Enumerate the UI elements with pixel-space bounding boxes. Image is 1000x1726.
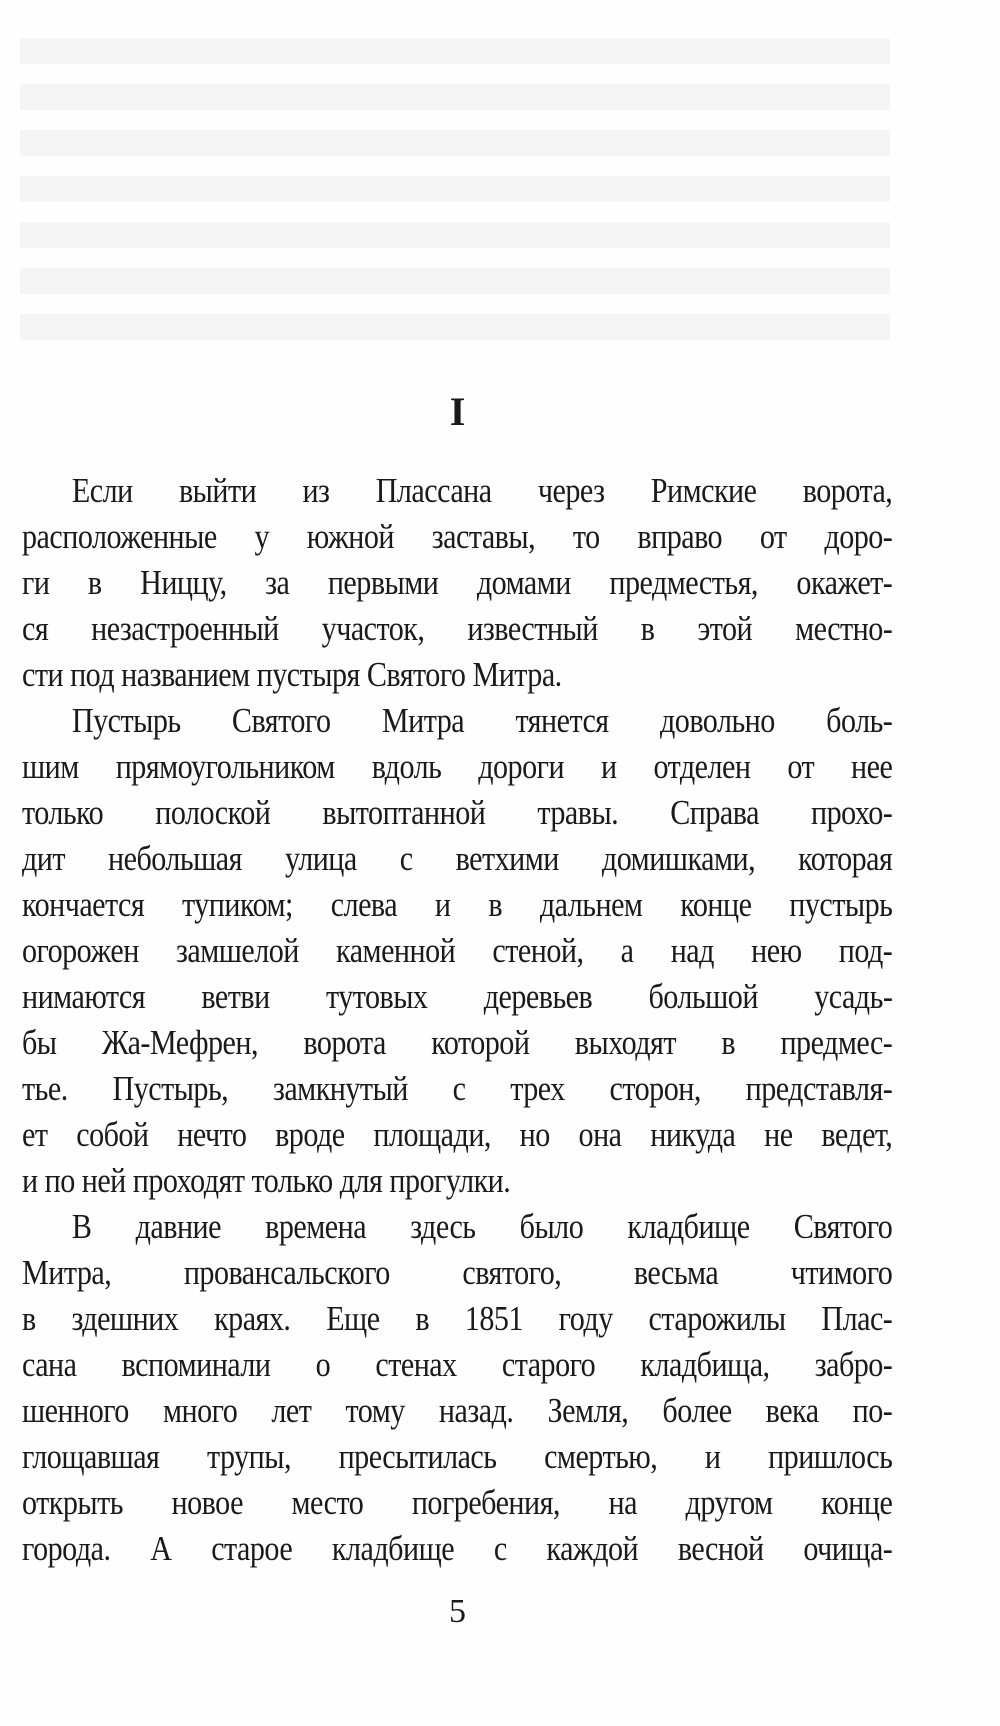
text-line: в здешних краях. Еще в 1851 году старожилы Плас- — [22, 1299, 893, 1338]
text-line: ся незастроенный участок, известный в этой местно- — [22, 609, 893, 648]
text-line: бы Жа-Мефрен, ворота которой выходят в предмес- — [22, 1023, 893, 1062]
text-line: и по ней проходят только для прогулки. — [22, 1161, 511, 1200]
page-number: 5 — [449, 1593, 466, 1630]
text-line: огорожен замшелой каменной стеной, а над нею под- — [22, 931, 893, 970]
text-line: Митра, провансальского святого, весьма чтимого — [22, 1253, 893, 1292]
text-line: ги в Ниццу, за первыми домами предместья, окажет- — [22, 563, 893, 602]
text-line: шим прямоугольником вдоль дороги и отделен от нее — [22, 747, 893, 786]
text-line: только полоской вытоптанной травы. Справа прохо- — [22, 793, 893, 832]
paragraph-2 — [22, 698, 892, 1204]
chapter-body — [22, 468, 892, 1572]
text-line: Если выйти из Плассана через Римские ворота, — [71, 471, 893, 510]
text-line: тье. Пустырь, замкнутый с трех сторон, представля- — [22, 1069, 893, 1108]
text-line: сти под названием пустыря Святого Митра. — [22, 655, 562, 694]
paragraph-3 — [22, 1204, 892, 1572]
text-line: города. А старое кладбище с каждой весной очища- — [22, 1529, 893, 1568]
text-line: В давние времена здесь было кладбище Святого — [71, 1207, 893, 1246]
text-line: ет собой нечто вроде площади, но она никуда не ведет, — [22, 1115, 893, 1154]
text-line: Пустырь Святого Митра тянется довольно боль- — [71, 701, 893, 740]
paragraph-1 — [22, 468, 892, 698]
text-line: расположенные у южной заставы, то вправо от доро- — [22, 517, 893, 556]
chapter-heading: I — [449, 389, 466, 434]
text-line: сана вспоминали о стенах старого кладбища, забро- — [22, 1345, 893, 1384]
text-line: кончается тупиком; слева и в дальнем конце пустырь — [22, 885, 893, 924]
text-line: нимаются ветви тутовых деревьев большой усадь- — [22, 977, 893, 1016]
text-line: открыть новое место погребения, на другом конце — [22, 1483, 893, 1522]
text-line: дит небольшая улица с ветхими домишками, которая — [22, 839, 893, 878]
text-line: шенного много лет тому назад. Земля, более века по- — [22, 1391, 893, 1430]
text-line: глощавшая трупы, пресытилась смертью, и пришлось — [22, 1437, 893, 1476]
reverse-page-bleed-through — [20, 38, 890, 358]
